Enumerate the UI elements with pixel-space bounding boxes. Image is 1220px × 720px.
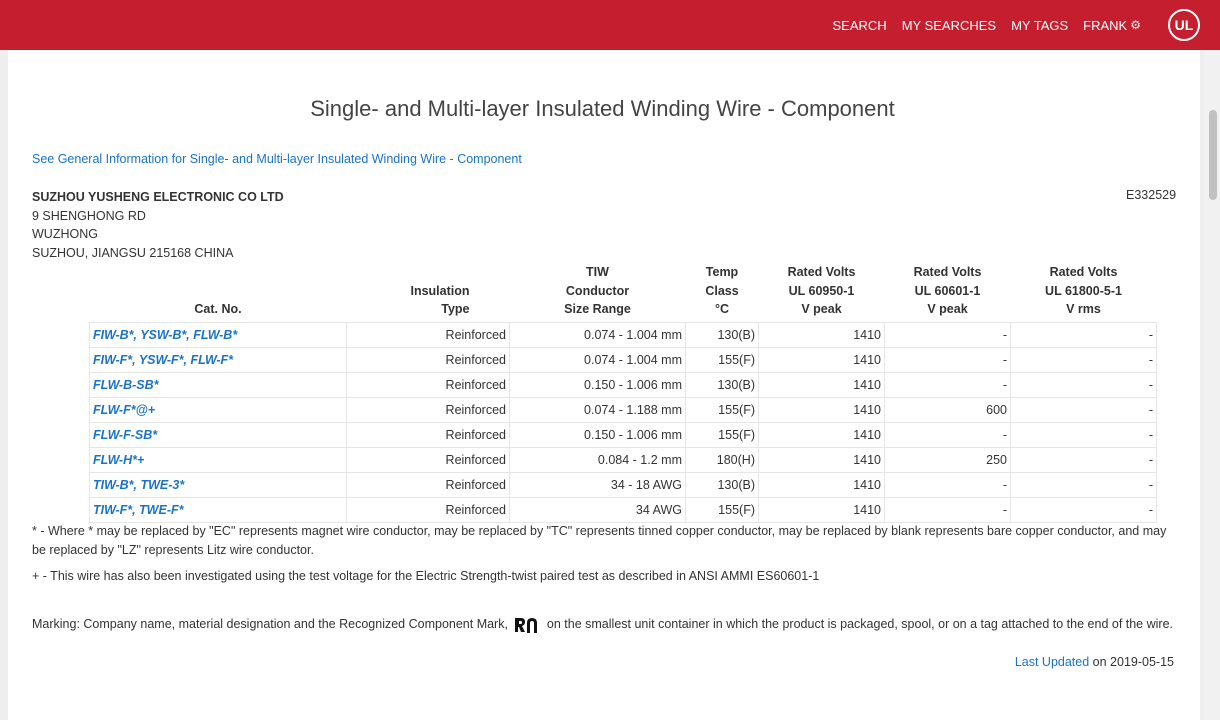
insulation-cell: Reinforced [347, 497, 510, 522]
header-temp-class: Temp Class °C [705, 265, 739, 316]
header-ul-61800: Rated Volts UL 61800-5-1 V rms [1045, 265, 1122, 316]
size-range-cell: 0.150 - 1.006 mm [510, 422, 686, 447]
last-updated-date: on 2019-05-15 [1092, 655, 1174, 669]
temp-class-cell: 155(F) [686, 422, 759, 447]
ul61800-cell: - [1011, 397, 1157, 422]
table-row [90, 447, 1157, 472]
ul61800-cell: - [1011, 497, 1157, 522]
size-range-cell: 0.084 - 1.2 mm [510, 447, 686, 472]
ul60950-cell: 1410 [759, 372, 885, 397]
temp-class-cell: 155(F) [686, 397, 759, 422]
star-footnote: * - Where * may be replaced by "EC" represents magnet wire conductor, may be replaced by "TC" represents tinned copper conductor, may be replaced by blank represents bare copper conductor, and may be replaced by "LZ" represents Litz wire conductor. [32, 524, 1167, 557]
header-ul-60950: Rated Volts UL 60950-1 V peak [787, 265, 856, 316]
temp-class-cell: 130(B) [686, 322, 759, 347]
cat-no-cell[interactable]: FIW-B*, YSW-B*, FLW-B* [90, 322, 347, 347]
address-line-2: WUZHONG [32, 227, 98, 241]
nav-search-link[interactable]: SEARCH [832, 17, 887, 33]
insulation-cell: Reinforced [347, 347, 510, 372]
gear-icon: ⚙ [1130, 18, 1141, 32]
marking-text-after: on the smallest unit container in which the product is packaged, spool, or on a tag attached to the end of the wire. [546, 617, 1174, 631]
ul60601-cell: - [885, 372, 1011, 397]
top-nav [833, 0, 1220, 50]
size-range-cell: 0.074 - 1.188 mm [510, 397, 686, 422]
product-table [89, 263, 1157, 523]
table-row [90, 497, 1157, 522]
user-name: FRANK [1083, 17, 1128, 33]
cat-no-cell[interactable]: FLW-F-SB* [90, 422, 347, 447]
nav-my-searches-link[interactable]: MY SEARCHES [901, 17, 997, 33]
insulation-cell: Reinforced [347, 372, 510, 397]
table-row [90, 422, 1157, 447]
ul61800-cell: - [1011, 422, 1157, 447]
header-conductor-size: TIW Conductor Size Range [564, 265, 631, 316]
scrollbar[interactable] [1204, 50, 1220, 720]
size-range-cell: 0.074 - 1.004 mm [510, 347, 686, 372]
cat-no-cell[interactable]: FLW-H*+ [90, 447, 347, 472]
company-address [32, 188, 284, 262]
ul60950-cell: 1410 [759, 397, 885, 422]
size-range-cell: 34 - 18 AWG [510, 472, 686, 497]
ul60601-cell: - [885, 472, 1011, 497]
nav-user-menu[interactable] [1083, 18, 1141, 33]
table-row [90, 372, 1157, 397]
table-row [90, 472, 1157, 497]
ul60950-cell: 1410 [759, 447, 885, 472]
size-range-cell: 0.074 - 1.004 mm [510, 322, 686, 347]
ul61800-cell: - [1011, 447, 1157, 472]
temp-class-cell: 130(B) [686, 372, 759, 397]
marking-text [32, 614, 1180, 635]
ul60601-cell: - [885, 347, 1011, 372]
cat-no-cell[interactable]: FLW-B-SB* [90, 372, 347, 397]
recognized-component-mark-icon [513, 616, 541, 634]
ul60601-cell: - [885, 497, 1011, 522]
scrollbar-thumb[interactable] [1209, 110, 1217, 200]
insulation-cell: Reinforced [347, 397, 510, 422]
cat-no-cell[interactable]: FLW-F*@+ [90, 397, 347, 422]
ul61800-cell: - [1011, 322, 1157, 347]
ul61800-cell: - [1011, 347, 1157, 372]
ul60601-cell: 250 [885, 447, 1011, 472]
last-updated [1015, 655, 1174, 669]
ul60950-cell: 1410 [759, 422, 885, 447]
ul61800-cell: - [1011, 472, 1157, 497]
header-ul-60601: Rated Volts UL 60601-1 V peak [913, 265, 982, 316]
ul60601-cell: 600 [885, 397, 1011, 422]
ul60950-cell: 1410 [759, 497, 885, 522]
ul60601-cell: - [885, 322, 1011, 347]
size-range-cell: 34 AWG [510, 497, 686, 522]
ul60950-cell: 1410 [759, 472, 885, 497]
insulation-cell: Reinforced [347, 322, 510, 347]
cat-no-cell[interactable]: TIW-B*, TWE-3* [90, 472, 347, 497]
ul61800-cell: - [1011, 372, 1157, 397]
address-line-1: 9 SHENGHONG RD [32, 208, 146, 223]
file-number: E332529 [1126, 188, 1177, 202]
plus-footnote: + - This wire has also been investigated using the test voltage for the Electric Strength-twist paired test as described in ANSI AMMI ES60601-1 [32, 569, 820, 583]
cat-no-cell[interactable]: FIW-F*, YSW-F*, FLW-F* [90, 347, 347, 372]
marking-text-before: Marking: Company name, material designation and the Recognized Component Mark, [32, 617, 508, 631]
temp-class-cell: 180(H) [686, 447, 759, 472]
last-updated-link[interactable]: Last Updated [1014, 655, 1090, 669]
temp-class-cell: 130(B) [686, 472, 759, 497]
page-title: Single- and Multi-layer Insulated Winding Wire - Component [310, 96, 895, 121]
table-row [90, 347, 1157, 372]
insulation-cell: Reinforced [347, 422, 510, 447]
header-cat-no: Cat. No. [194, 302, 242, 316]
address-line-3: SUZHOU, JIANGSU 215168 CHINA [32, 245, 234, 260]
company-name: SUZHOU YUSHENG ELECTRONIC CO LTD [32, 190, 284, 204]
header-insulation-type: Insulation Type [410, 283, 470, 316]
cat-no-cell[interactable]: TIW-F*, TWE-F* [90, 497, 347, 522]
ul60950-cell: 1410 [759, 322, 885, 347]
table-row [90, 397, 1157, 422]
table-row [90, 322, 1157, 347]
size-range-cell: 0.150 - 1.006 mm [510, 372, 686, 397]
ul60601-cell: - [885, 422, 1011, 447]
temp-class-cell: 155(F) [686, 497, 759, 522]
top-header-bar [0, 0, 1220, 50]
insulation-cell: Reinforced [347, 472, 510, 497]
ul-logo[interactable]: UL [1168, 9, 1200, 41]
ul60950-cell: 1410 [759, 347, 885, 372]
insulation-cell: Reinforced [347, 447, 510, 472]
nav-my-tags-link[interactable]: MY TAGS [1011, 17, 1069, 33]
general-info-link[interactable]: See General Information for Single- and Multi-layer Insulated Winding Wire - Component [32, 152, 522, 166]
temp-class-cell: 155(F) [686, 347, 759, 372]
